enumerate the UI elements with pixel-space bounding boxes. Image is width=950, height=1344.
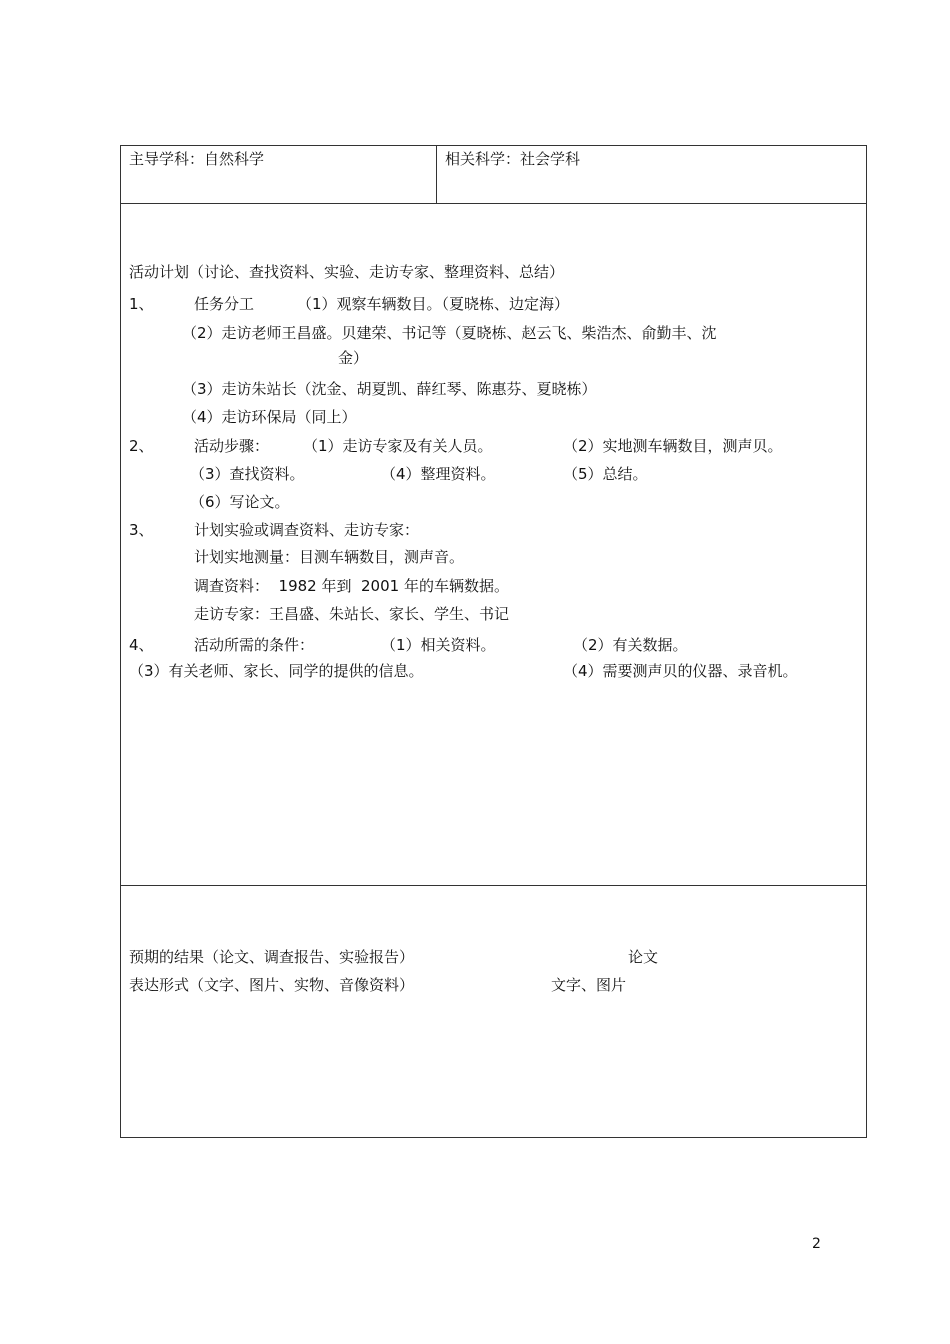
section-4-label: 活动所需的条件： [194,636,315,654]
section-3-line-2: 调查资料： 1982 年到 2001 年的车辆数据。 [194,577,509,595]
section-2-step-6: （6）写论文。 [190,493,290,511]
related-subject: 相关科学：社会学科 [445,150,581,168]
section-4-number: 4、 [129,636,154,654]
section-1-item-1: （1）观察车辆数目。（夏晓栋、边定海） [297,295,570,313]
section-1-item-4: （4）走访环保局（同上） [182,408,357,426]
plan-title: 活动计划（讨论、查找资料、实验、走访专家、整理资料、总结） [129,263,565,281]
section-3-line-3: 走访专家：王昌盛、朱站长、家长、学生、书记 [194,605,510,623]
section-1-item-2a: （2）走访老师王昌盛。贝建荣、书记等（夏晓栋、赵云飞、柴浩杰、俞勤丰、沈 [182,324,717,342]
section-2-number: 2、 [129,437,154,455]
section-2-step-2: （2）实地测车辆数目，测声贝。 [563,437,783,455]
section-4-condition-3: （3）有关老师、家长、同学的提供的信息。 [129,662,424,680]
section-2-step-4: （4）整理资料。 [381,465,496,483]
expected-result-value: 论文 [628,948,659,966]
section-2-label: 活动步骤： [194,437,270,455]
section-2-step-3: （3）查找资料。 [190,465,305,483]
section-4-condition-2: （2）有关数据。 [573,636,688,654]
expected-result-label: 预期的结果（论文、调查报告、实验报告） [129,948,415,966]
section-1-number: 1、 [129,295,154,313]
section-1-item-3: （3）走访朱站长（沈金、胡夏凯、薛红琴、陈惠芬、夏晓栋） [182,380,597,398]
section-2-step-5: （5）总结。 [563,465,648,483]
section-1-item-2b: 金） [338,349,369,367]
expression-form-label: 表达形式（文字、图片、实物、音像资料） [129,976,415,994]
section-3-label: 计划实验或调查资料、走访专家： [194,521,420,539]
main-subject: 主导学科：自然科学 [129,150,265,168]
section-4-condition-1: （1）相关资料。 [381,636,496,654]
expression-form-value: 文字、图片 [551,976,627,994]
section-3-number: 3、 [129,521,154,539]
section-1-label: 任务分工 [194,295,255,313]
expected-result-box [120,885,867,1138]
section-4-condition-4: （4）需要测声贝的仪器、录音机。 [563,662,798,680]
section-3-line-1: 计划实地测量：目测车辆数目，测声音。 [194,548,465,566]
page-number: 2 [812,1236,821,1252]
section-2-step-1: （1）走访专家及有关人员。 [303,437,493,455]
